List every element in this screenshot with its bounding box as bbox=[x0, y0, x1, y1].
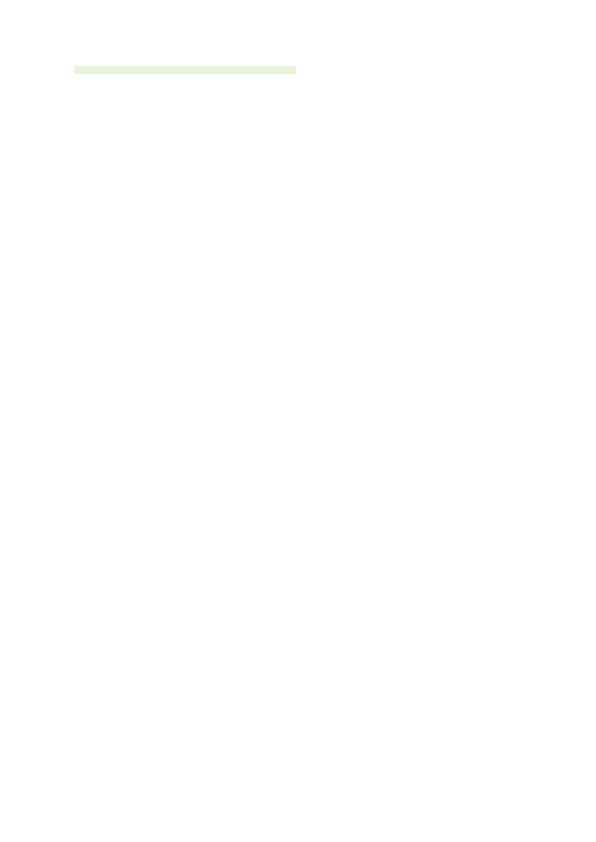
left-column bbox=[74, 62, 296, 82]
right-column bbox=[310, 62, 528, 76]
meeting-report-title bbox=[74, 66, 296, 74]
